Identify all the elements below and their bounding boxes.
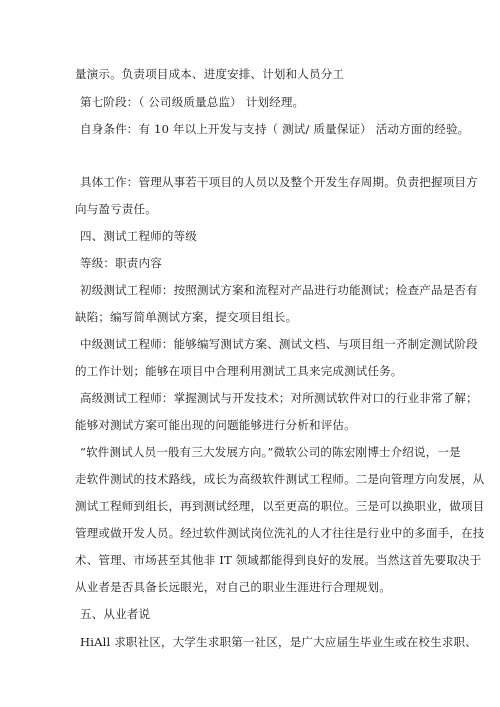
text-line: 向与盈亏责任。 <box>75 202 157 216</box>
text-line: 第七阶段：（ 公司级质量总监） 计划经理。 <box>80 95 305 109</box>
text-line: 走软件测试的技术路线，成长为高级软件测试工程师。二是向管理方向发展，从 <box>75 472 485 486</box>
text-line: HiAll 求职社区，大学生求职第一社区，是广大应届生毕业生或在校生求职、 <box>80 635 477 649</box>
text-line: 自身条件：有 10 年以上开发与支持（ 测试/ 质量保证） 活动方面的经验。 <box>80 122 470 136</box>
text-line: 中级测试工程师：能够编写测试方案、测试文档、与项目组一齐制定测试阶段 <box>80 337 478 351</box>
text-line: 术、管理、市场甚至其他非 IT 领域都能得到良好的发展。当然这首先要取决于 <box>75 553 482 567</box>
text-line: 测试工程师到组长，再到测试经理，以至更高的职位。三是可以换职业，做项目 <box>75 499 485 513</box>
text-line: 具体工作：管理从事若干项目的人员以及整个开发生存周期。负责把握项目方 <box>80 175 478 189</box>
text-line: 管理或做开发人员。经过软件测试岗位洗礼的人才往往是行业中的多面手，在技 <box>75 526 485 540</box>
text-line: 能够对测试方案可能出现的问题能够进行分析和评估。 <box>75 418 356 432</box>
section-heading: 五、从业者说 <box>80 607 151 621</box>
text-line: 量演示。负责项目成本、进度安排、计划和人员分工 <box>75 67 345 81</box>
text-line: 等级：职责内容 <box>80 256 162 270</box>
text-line: 高级测试工程师：掌握测试与开发技术；对所测试软件对口的行业非常了解； <box>80 391 478 405</box>
text-line: 初级测试工程师：按照测试方案和流程对产品进行功能测试；检查产品是否有 <box>80 283 478 297</box>
text-line: 的工作计划；能够在项目中合理利用测试工具来完成测试任务。 <box>75 364 403 378</box>
text-line: 从业者是否具备长远眼光，对自己的职业生涯进行合理规划。 <box>75 580 391 594</box>
text-line: “软件测试人员一般有三大发展方向。”微软公司的陈宏刚博士介绍说，一是 <box>80 445 461 459</box>
text-line: 缺陷；编写简单测试方案，提交项目组长。 <box>75 310 298 324</box>
section-heading: 四、测试工程师的等级 <box>80 229 197 243</box>
